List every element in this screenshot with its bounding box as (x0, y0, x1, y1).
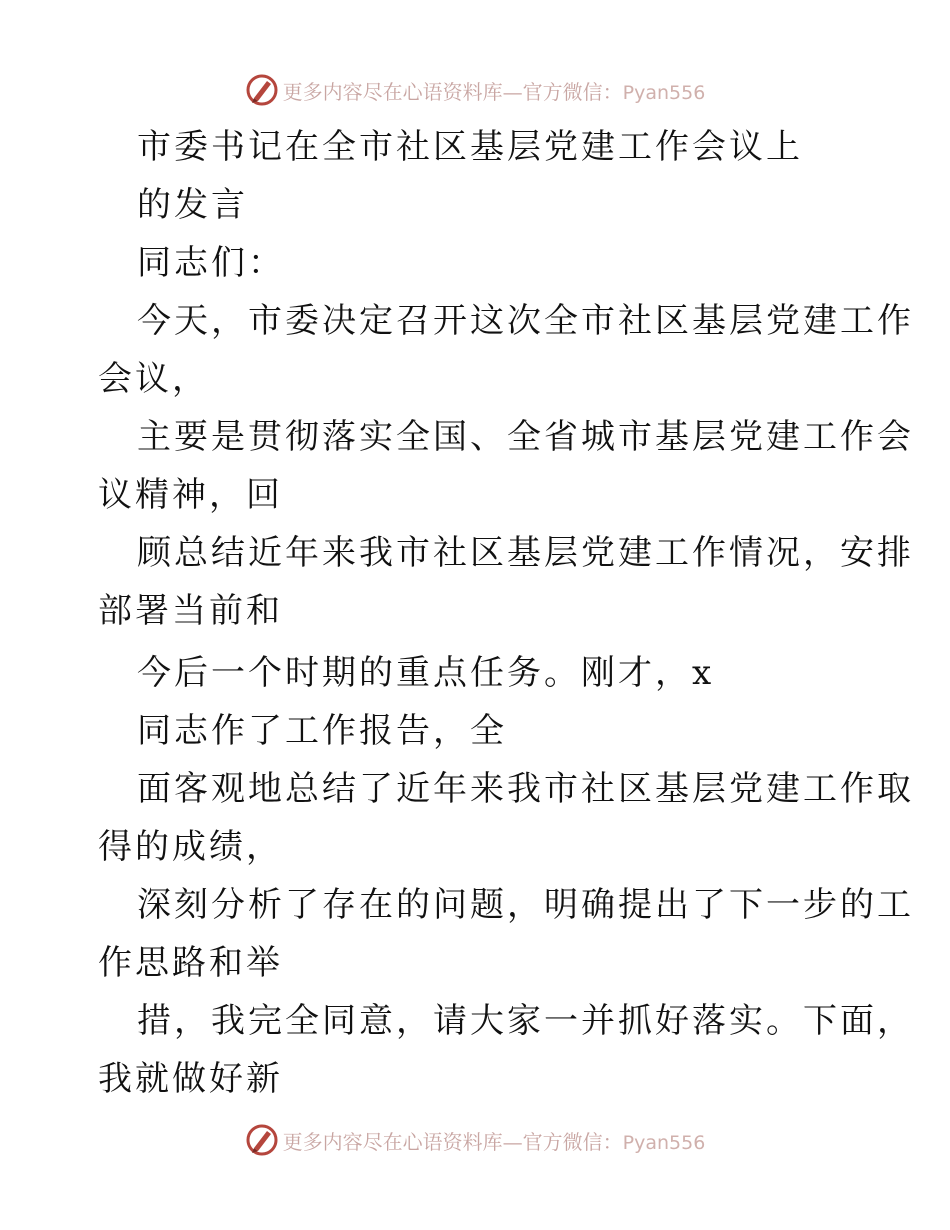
paragraph-line: 深刻分析了存在的问题，明确提出了下一步的工 (137, 885, 914, 925)
document-title-line-2: 的发言 (137, 185, 248, 225)
footer-banner-text: 更多内容尽在心语资料库—官方微信：Pyan556 (282, 1129, 706, 1154)
header-banner-text: 更多内容尽在心语资料库—官方微信：Pyan556 (282, 79, 706, 104)
paragraph-line: 同志作了工作报告，全 (137, 711, 507, 751)
paragraph-line: 措，我完全同意，请大家一并抓好落实。下面， (137, 1001, 914, 1041)
pen-logo-icon (245, 73, 279, 107)
pen-logo-icon (245, 1123, 279, 1157)
footer-banner-id: Pyan556 (622, 1131, 706, 1154)
paragraph-line: 作思路和举 (98, 943, 283, 983)
paragraph-line: 部署当前和 (98, 591, 283, 631)
paragraph-line: 顾总结近年来我市社区基层党建工作情况，安排 (137, 533, 914, 573)
salutation: 同志们： (137, 243, 285, 283)
paragraph-line: 今天，市委决定召开这次全市社区基层党建工作 (137, 301, 914, 341)
paragraph-line: 主要是贯彻落实全国、全省城市基层党建工作会 (137, 417, 914, 457)
header-banner (0, 70, 950, 110)
footer-banner (0, 1120, 950, 1160)
paragraph-line: 面客观地总结了近年来我市社区基层党建工作取 (137, 769, 914, 809)
paragraph-line: 我就做好新 (98, 1059, 283, 1099)
paragraph-line: 会议， (98, 359, 209, 399)
paragraph-line: 得的成绩， (98, 827, 283, 867)
document-title-line-1: 市委书记在全市社区基层党建工作会议上 (137, 127, 803, 167)
header-banner-id: Pyan556 (622, 81, 706, 104)
paragraph-line: 今后一个时期的重点任务。刚才，x (137, 653, 715, 693)
paragraph-line: 议精神，回 (98, 475, 283, 515)
